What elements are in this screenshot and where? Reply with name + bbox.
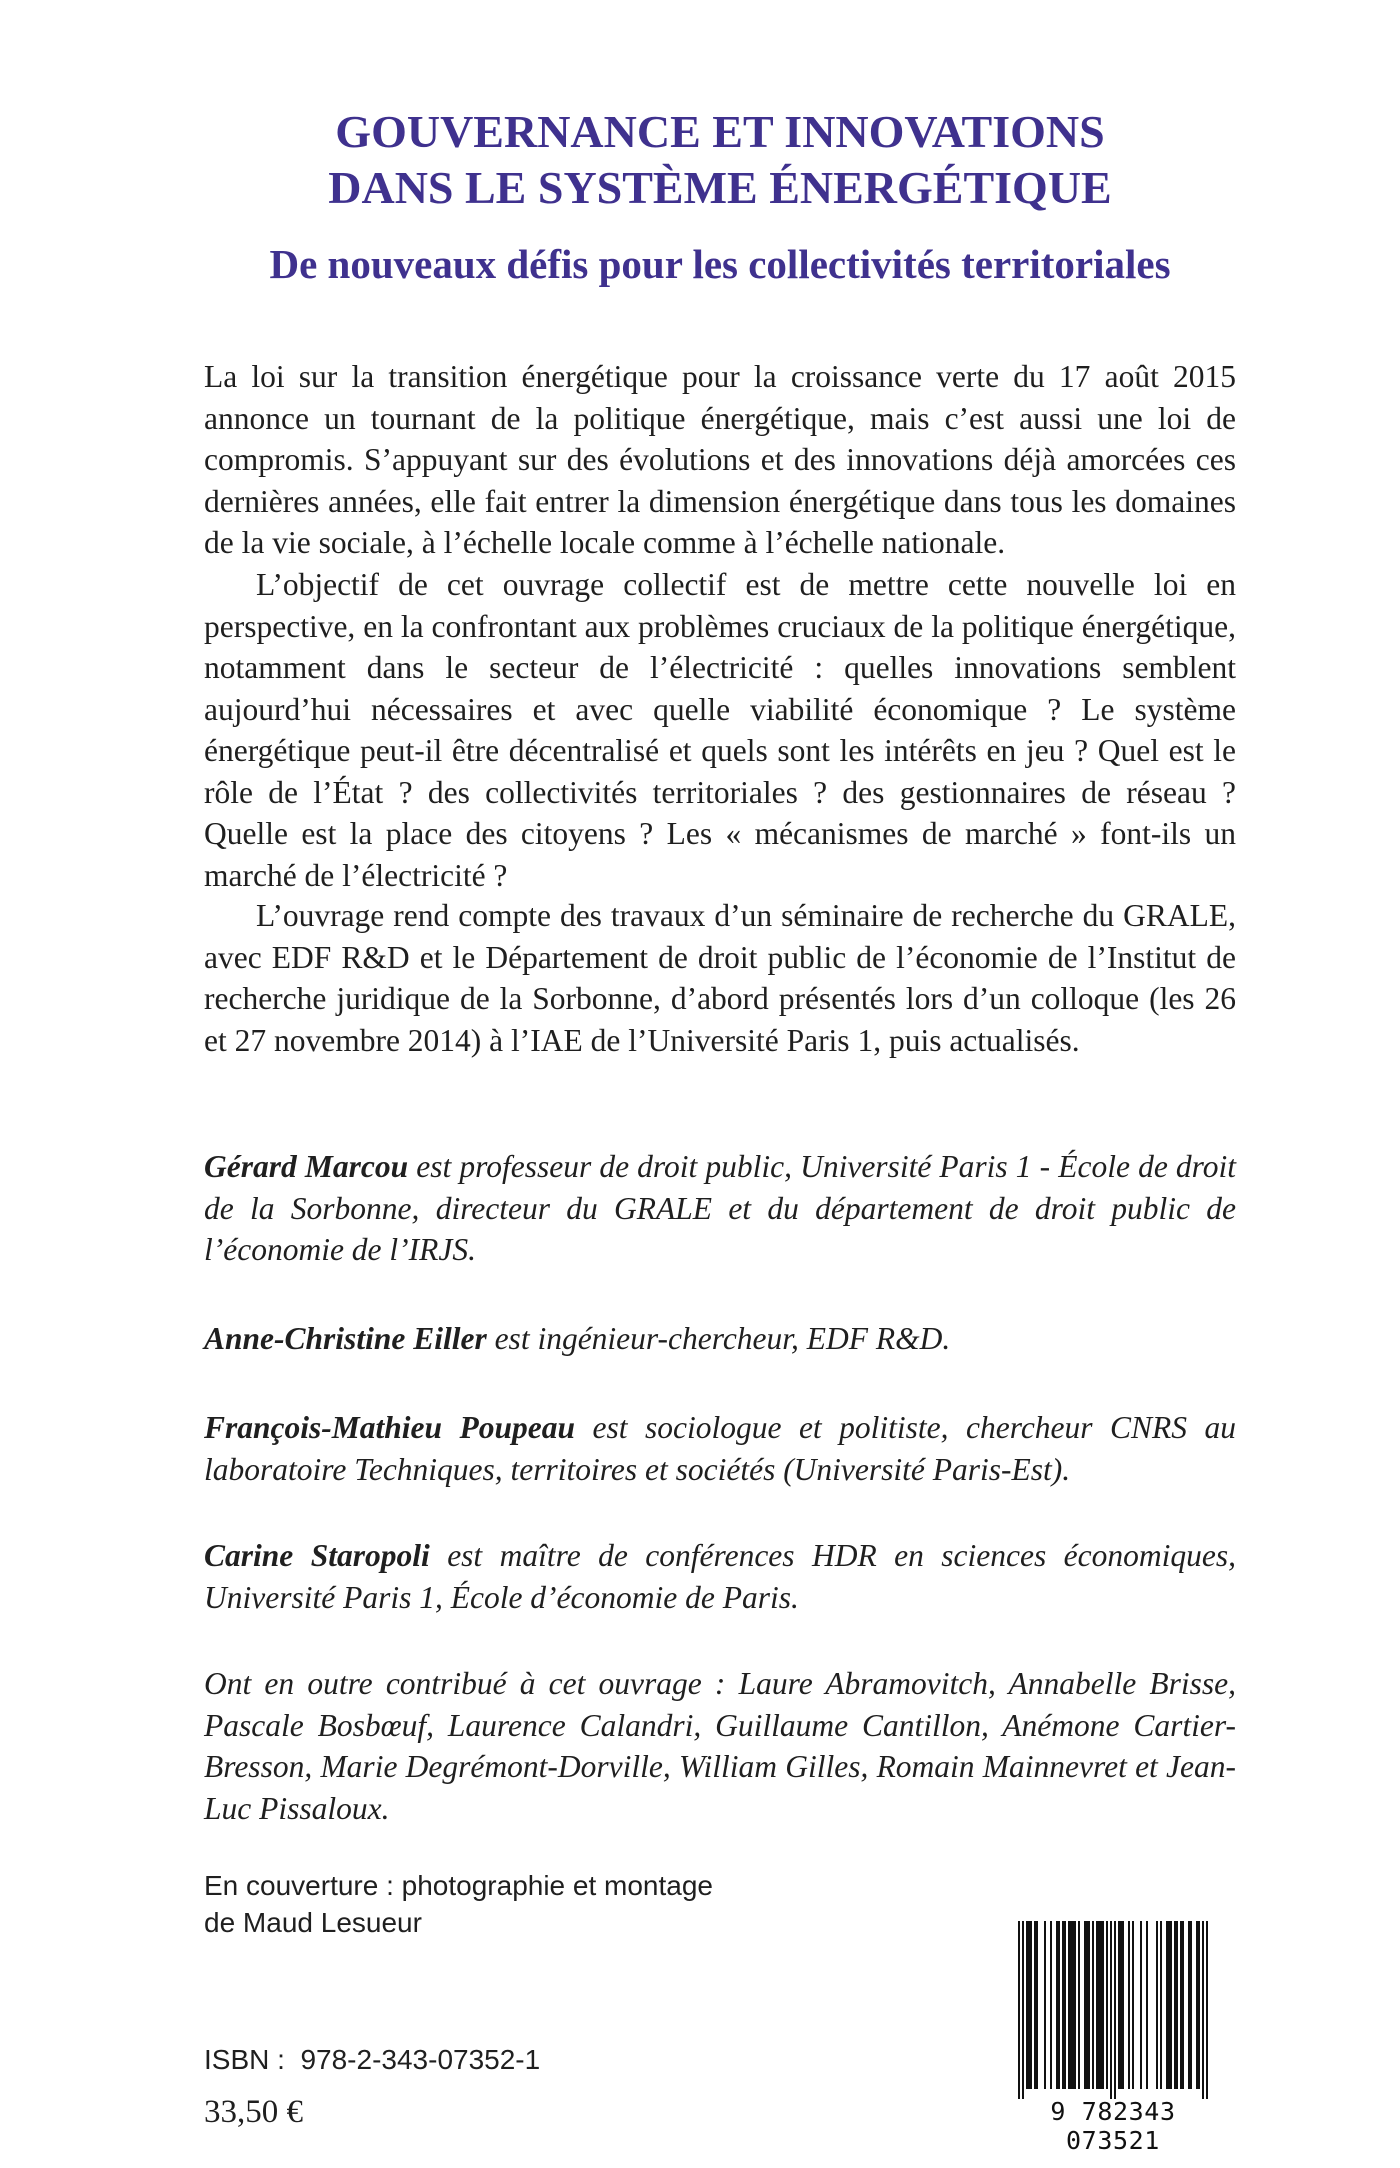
barcode-bar [1050, 1921, 1052, 2089]
barcode-bar [1058, 1921, 1060, 2089]
cover-credit-line-1: En couverture : photographie et montage [204, 1870, 714, 1901]
author-description: est maître de conférences HDR en sciences économiques, Université Paris 1, École d’économie de Paris. [204, 1538, 1237, 1615]
barcode-bar [1062, 1921, 1064, 2089]
title-line-1: GOUVERNANCE ET INNOVATIONS [335, 106, 1105, 157]
author-name: Carine Staropoli [204, 1538, 430, 1573]
barcode-bar [1018, 1921, 1020, 2099]
isbn: ISBN : 978-2-343-07352-1 [204, 2044, 541, 2075]
barcode-bar [1206, 1921, 1208, 2099]
subtitle: De nouveaux défis pour les collectivités territoriales [269, 241, 1171, 287]
barcode-bar [1098, 1921, 1100, 2089]
barcode-bars [1002, 1921, 1224, 2099]
barcode-bar [1088, 1921, 1090, 2089]
barcode-bar [1118, 1921, 1120, 2089]
barcode-bar [1140, 1921, 1142, 2089]
author-name: Anne-Christine Eiller [204, 1321, 487, 1356]
barcode-bar [1102, 1921, 1104, 2089]
author-description: est professeur de droit public, Université Paris 1 - École de droit de la Sorbonne, directeur du GRALE et du département de droit public de l’économie de l’IRJS. [204, 1149, 1237, 1267]
barcode-bar [1106, 1921, 1108, 2089]
barcode-bar [1070, 1921, 1072, 2089]
barcode-bar [1190, 1921, 1192, 2089]
barcode-bar [1036, 1921, 1038, 2089]
barcode-bar [1030, 1921, 1032, 2089]
barcode-bar [1044, 1921, 1046, 2089]
barcode-bar [1028, 1921, 1030, 2089]
barcode-bar [1196, 1921, 1198, 2089]
barcode-bar [1166, 1921, 1168, 2089]
barcode-bar [1022, 1921, 1024, 2099]
barcode-bar [1026, 1921, 1028, 2089]
barcode-bar [1156, 1921, 1158, 2089]
barcode-bar [1064, 1921, 1066, 2089]
author-name: François-Mathieu Poupeau [204, 1410, 576, 1445]
barcode-bar [1072, 1921, 1074, 2089]
price: 33,50 € [204, 2094, 303, 2130]
barcode-bar [1074, 1921, 1076, 2089]
barcode-bar [1034, 1921, 1036, 2089]
barcode-bar [1188, 1921, 1190, 2089]
author-bio [204, 1407, 1236, 1490]
barcode-bar [1110, 1921, 1112, 2099]
author-bio [204, 1535, 1236, 1618]
barcode-bar [1180, 1921, 1182, 2089]
barcode-bar [1198, 1921, 1200, 2089]
barcode-bar [1120, 1921, 1122, 2089]
barcode-bar [1122, 1921, 1124, 2089]
contributors-note: Ont en outre contribué à cet ouvrage : Laure Abramovitch, Annabelle Brisse, Pascale Bosbœuf, Laurence Calandri, Guillaume Cantillon, Anémone Cartier-Bresson, Marie Degrémont-Dorville, William Gilles, Romain Mainnevret et Jean-Luc Pissaloux. [204, 1666, 1236, 1826]
author-bio [204, 1318, 1236, 1360]
barcode-bar [1170, 1921, 1172, 2089]
barcode-bar [1146, 1921, 1148, 2089]
barcode-bar [1176, 1921, 1178, 2089]
barcode-bar [1160, 1921, 1162, 2089]
barcode-bar [1096, 1921, 1098, 2089]
barcode-bar [1114, 1921, 1116, 2099]
barcode-bar [1086, 1921, 1088, 2089]
summary-paragraph-1: La loi sur la transition énergétique pour la croissance verte du 17 août 2015 annonce un tournant de la politique énergétique, mais c’est aussi une loi de compromis. S’appuyant sur des évolutions et des innovations déjà amorcées ces dernières années, elle fait entrer la dimension énergétique dans tous les domaines de la vie sociale, à l’échelle locale comme à l’échelle nationale. [204, 359, 1236, 560]
barcode-bar [1068, 1921, 1070, 2089]
author-description: est ingénieur-chercheur, EDF R&D. [494, 1321, 951, 1356]
barcode-bar [1202, 1921, 1204, 2099]
barcode-bar [1168, 1921, 1170, 2089]
author-bio [204, 1146, 1236, 1271]
title-line-2: DANS LE SYSTÈME ÉNERGÉTIQUE [328, 162, 1112, 213]
barcode-bar [1100, 1921, 1102, 2089]
author-description: est sociologue et politiste, chercheur CNRS au laboratoire Techniques, territoires et sociétés (Université Paris-Est). [204, 1410, 1237, 1487]
cover-credit [204, 1867, 904, 1941]
barcode-bar [1132, 1921, 1134, 2089]
barcode-digits: 9 782343 073521 [1050, 2097, 1176, 2155]
cover-credit-line-2: de Maud Lesueur [204, 1907, 422, 1938]
summary-paragraph-2: L’objectif de cet ouvrage collectif est de mettre cette nouvelle loi en perspective, en la confrontant aux problèmes cruciaux de la politique énergétique, notamment dans le secteur de l’électricité : quelles innovations semblent aujourd’hui nécessaires et avec quelle viabilité économique ? Le système énergétique peut-il être décentralisé et quels sont les intérêts en jeu ? Quel est le rôle de l’État ? des collectivités territoriales ? des gestionnaires de réseau ? Quelle est la place des citoyens ? Les « mécanismes de marché » font-ils un marché de l’électricité ? [204, 567, 1236, 893]
author-name: Gérard Marcou [204, 1149, 409, 1184]
barcode [1002, 1921, 1224, 2155]
barcode-bar [1092, 1921, 1094, 2089]
barcode-bar [1078, 1921, 1080, 2089]
barcode-bar [1128, 1921, 1130, 2089]
barcode-bar [1182, 1921, 1184, 2089]
barcode-bar [1084, 1921, 1086, 2089]
barcode-bar [1174, 1921, 1176, 2089]
barcode-bar [1056, 1921, 1058, 2089]
summary-paragraph-3: L’ouvrage rend compte des travaux d’un séminaire de recherche du GRALE, avec EDF R&D et le Département de droit public de l’économie de l’Institut de recherche juridique de la Sorbonne, d’abord présentés lors d’un colloque (les 26 et 27 novembre 2014) à l’IAE de l’Université Paris 1, puis actualisés. [204, 898, 1236, 1058]
